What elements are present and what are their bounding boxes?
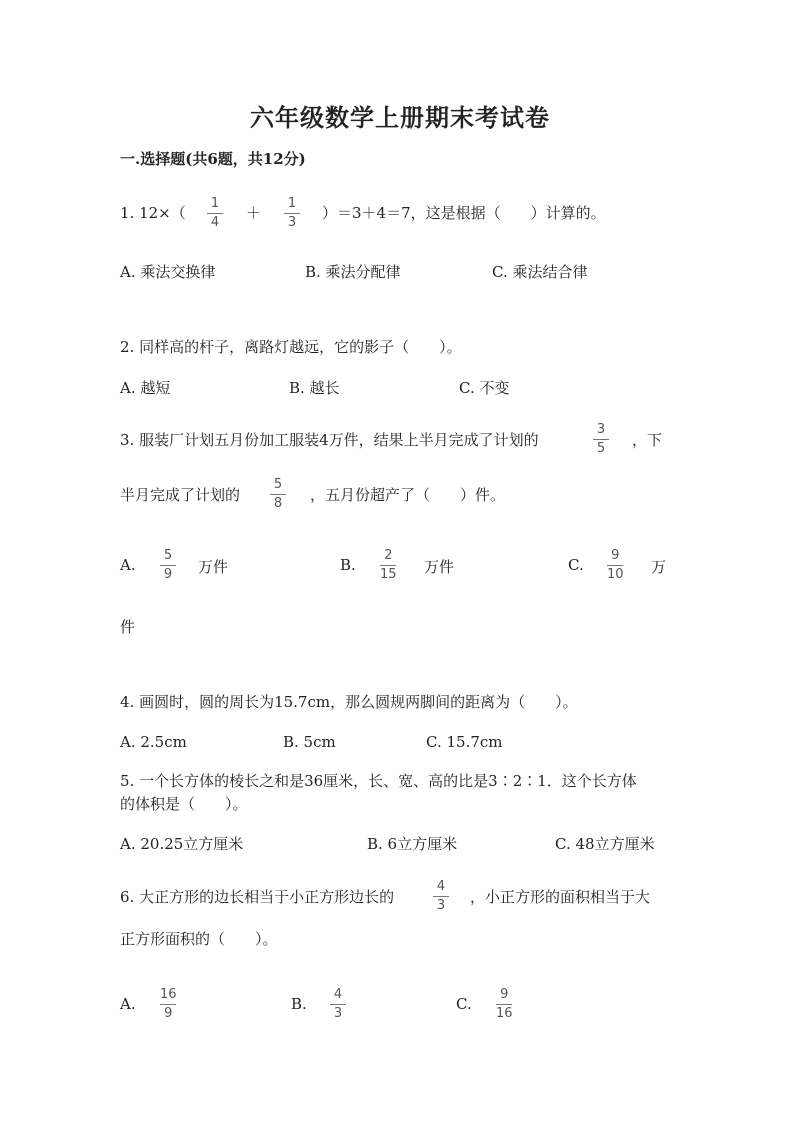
- option-unit: 万件: [424, 558, 455, 576]
- fraction-denominator: 3: [287, 215, 297, 230]
- fraction-numerator: 2: [384, 548, 393, 563]
- page-title: 六年级数学上册期末考试卷: [250, 103, 550, 132]
- option-label: A.: [120, 995, 136, 1013]
- fraction-bar: [160, 565, 176, 566]
- q4-text: 4. 画圆时，圆的周长为15.7cm，那么圆规两脚间的距离为（ ）。: [120, 693, 578, 711]
- q1-option-b[interactable]: B. 乘法分配律: [305, 263, 401, 281]
- q3-text-line2-end: ，五月份超产了（ ）件。: [310, 486, 506, 504]
- q6-text-line1-end: ，小正方形的面积相当于大: [470, 888, 651, 906]
- q3-option-c-fraction: [607, 549, 624, 582]
- q2-option-b[interactable]: B. 越长: [289, 379, 340, 397]
- q6-text-line1: 6. 大正方形的边长相当于小正方形边长的: [120, 888, 395, 906]
- q1-plus: ＋: [246, 204, 262, 222]
- fraction-numerator: 4: [333, 987, 343, 1002]
- fraction-numerator: 3: [596, 422, 606, 437]
- q6-option-c-fraction: [496, 988, 513, 1021]
- fraction-denominator: 15: [380, 567, 397, 582]
- q1-option-a[interactable]: A. 乘法交换律: [120, 263, 216, 281]
- fraction-bar: [380, 565, 396, 566]
- fraction-numerator: 5: [163, 548, 173, 563]
- fraction-bar: [160, 1004, 176, 1005]
- option-label: B.: [291, 995, 307, 1013]
- fraction-denominator: 8: [273, 496, 283, 511]
- q2-option-c[interactable]: C. 不变: [459, 379, 510, 397]
- q3-fraction-2: [270, 478, 286, 511]
- q3-text-line1-end: ，下: [632, 431, 663, 449]
- q5-text-line2: 的体积是（ ）。: [120, 795, 248, 813]
- fraction-numerator: 1: [210, 196, 220, 211]
- fraction-bar: [607, 565, 623, 566]
- section-heading: 一.选择题(共6题，共12分): [120, 150, 306, 168]
- fraction-bar: [593, 439, 609, 440]
- option-label: C.: [456, 995, 472, 1013]
- fraction-bar: [330, 1004, 346, 1005]
- q6-fraction-1: [433, 880, 449, 913]
- q3-option-b-fraction: [380, 549, 397, 582]
- q4-option-b[interactable]: B. 5cm: [283, 733, 336, 751]
- fraction-denominator: 3: [333, 1006, 343, 1021]
- fraction-bar: [207, 213, 223, 214]
- fraction-bar: [496, 1004, 512, 1005]
- fraction-numerator: 9: [611, 548, 620, 563]
- q5-option-a[interactable]: A. 20.25立方厘米: [120, 835, 244, 853]
- fraction-denominator: 9: [163, 567, 173, 582]
- q1-text-end: ）＝3＋4＝7，这是根据（ ）计算的。: [322, 204, 606, 222]
- q5-option-b[interactable]: B. 6立方厘米: [367, 835, 458, 853]
- q3-text-line1: 3. 服装厂计划五月份加工服装4万件，结果上半月完成了计划的: [120, 431, 539, 449]
- fraction-denominator: 3: [436, 898, 446, 913]
- fraction-denominator: 5: [596, 441, 606, 456]
- fraction-denominator: 9: [164, 1006, 173, 1021]
- q3-option-a-fraction: [160, 549, 176, 582]
- option-unit: 万: [651, 558, 667, 576]
- q1-option-c[interactable]: C. 乘法结合律: [492, 263, 588, 281]
- fraction-denominator: 4: [210, 215, 220, 230]
- q5-option-c[interactable]: C. 48立方厘米: [555, 835, 655, 853]
- fraction-denominator: 16: [496, 1006, 513, 1021]
- q4-option-c[interactable]: C. 15.7cm: [426, 733, 503, 751]
- q6-option-a-fraction: [160, 988, 177, 1021]
- q6-text-line2: 正方形面积的（ ）。: [120, 930, 278, 948]
- q3-text-line2: 半月完成了计划的: [120, 486, 241, 504]
- option-label: B.: [340, 556, 356, 574]
- fraction-numerator: 9: [500, 987, 509, 1002]
- fraction-numerator: 5: [273, 477, 283, 492]
- q1-text-start: 1. 12×（: [120, 204, 186, 222]
- option-label: C.: [568, 556, 584, 574]
- q3-fraction-1: [593, 423, 609, 456]
- q1-fraction-1: [207, 197, 223, 230]
- fraction-bar: [270, 494, 286, 495]
- fraction-numerator: 4: [436, 879, 446, 894]
- fraction-denominator: 10: [607, 567, 624, 582]
- fraction-bar: [284, 213, 300, 214]
- option-label: A.: [120, 556, 136, 574]
- q2-option-a[interactable]: A. 越短: [120, 379, 171, 397]
- fraction-numerator: 1: [287, 196, 297, 211]
- q2-text: 2. 同样高的杆子，离路灯越远，它的影子（ ）。: [120, 338, 462, 356]
- option-unit: 万件: [198, 558, 229, 576]
- option-unit-wrap: 件: [120, 618, 136, 636]
- q6-option-b-fraction: [330, 988, 346, 1021]
- q5-text-line1: 5. 一个长方体的棱长之和是36厘米，长、宽、高的比是3∶2∶1．这个长方体: [120, 772, 637, 790]
- q4-option-a[interactable]: A. 2.5cm: [120, 733, 187, 751]
- fraction-bar: [433, 896, 449, 897]
- fraction-numerator: 16: [160, 987, 177, 1002]
- q1-fraction-2: [284, 197, 300, 230]
